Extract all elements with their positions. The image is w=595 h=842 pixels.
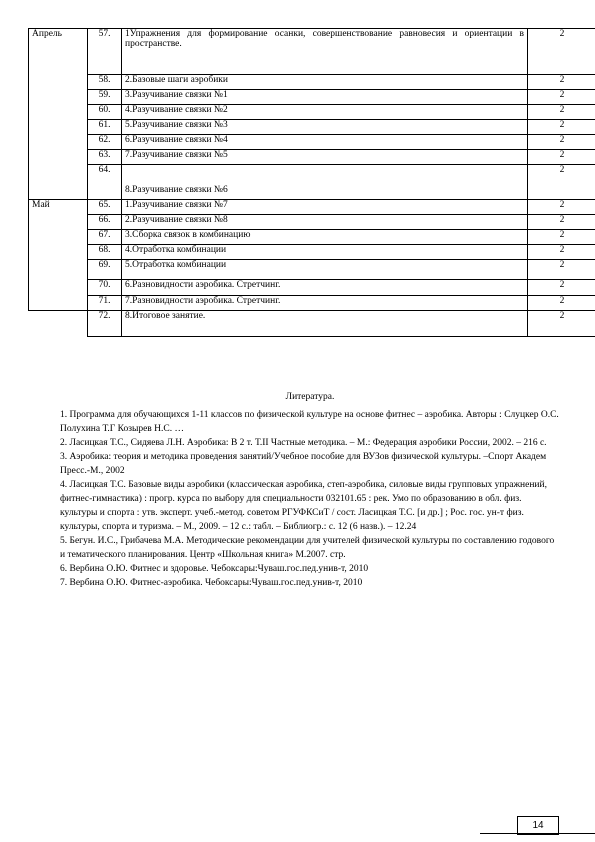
- lesson-hours: 2: [528, 29, 595, 75]
- lesson-hours: 2: [528, 260, 595, 280]
- literature-section: [60, 390, 560, 590]
- lesson-topic: 8.Разучивание связки №6: [122, 165, 528, 200]
- lesson-number: 57.: [88, 29, 122, 75]
- table-row: [29, 75, 595, 90]
- table-row: [29, 150, 595, 165]
- table-row: [29, 215, 595, 230]
- lesson-topic: 6.Разучивание связки №4: [122, 135, 528, 150]
- table-row: [29, 230, 595, 245]
- literature-item: 3. Аэробика: теория и методика проведения занятий/Учебное пособие для ВУЗов физической культуры. –Спорт Академ Пресс.-М., 2002: [60, 452, 547, 476]
- literature-title: Литература.: [285, 392, 335, 402]
- lesson-topic: 2.Разучивание связки №8: [122, 215, 528, 230]
- literature-item: 5. Бегун. И.С., Грибачева М.А. Методические рекомендации для учителей физической культуры по составлению годового и тематического планирования. Центр «Школьная книга» М.2007. стр.: [60, 536, 555, 560]
- lesson-number: 62.: [88, 135, 122, 150]
- table-row: [29, 105, 595, 120]
- literature-item: 6. Вербина О.Ю. Фитнес и здоровье. Чебоксары:Чуваш.гос.пед.унив-т, 2010: [60, 564, 369, 574]
- lesson-number: 70.: [88, 280, 122, 296]
- lesson-number: 63.: [88, 150, 122, 165]
- lesson-hours: 2: [528, 296, 595, 311]
- lesson-number: 68.: [88, 245, 122, 260]
- lesson-hours: 2: [528, 311, 595, 337]
- lesson-topic: 3.Разучивание связки №1: [122, 90, 528, 105]
- lesson-plan-body: [29, 29, 595, 337]
- table-row: [29, 311, 595, 337]
- table-row: [29, 120, 595, 135]
- footer-rule: [480, 833, 595, 834]
- lesson-topic: 7.Разновидности аэробика. Стретчинг.: [122, 296, 528, 311]
- lesson-topic: 5.Отработка комбинации: [122, 260, 528, 280]
- table-row: [29, 280, 595, 296]
- lesson-hours: 2: [528, 90, 595, 105]
- lesson-number: 58.: [88, 75, 122, 90]
- literature-item: 4. Ласицкая Т.С. Базовые виды аэробики (классическая аэробика, степ-аэробика, силовые виды групповых упражнений, фитнес-гимнастика) : прогр. курса по выбору для специальности 032101.65 : рек. Умо по образованию в обл. физ. культуры и спорта : утв. эксперт. учеб.-метод. советом РГУФКСиТ / сост. Ласицкая Т.С. [и др.] ; Рос. гос. ун-т физ. культуры, спорта и туризма. – М., 2009. – 12 с.: табл. – Библиогр.: с. 12 (6 назв.). – 12.24: [60, 480, 547, 532]
- lesson-number: 72.: [88, 311, 122, 337]
- lesson-hours: 2: [528, 75, 595, 90]
- lesson-topic: 3.Сборка связок в комбинацию: [122, 230, 528, 245]
- lesson-number: 59.: [88, 90, 122, 105]
- lesson-hours: 2: [528, 215, 595, 230]
- lesson-topic: 6.Разновидности аэробика. Стретчинг.: [122, 280, 528, 296]
- lesson-number: 67.: [88, 230, 122, 245]
- lesson-hours: 2: [528, 150, 595, 165]
- month-cell-empty: [29, 311, 88, 337]
- lesson-number: 61.: [88, 120, 122, 135]
- lesson-hours: 2: [528, 105, 595, 120]
- lesson-topic: 5.Разучивание связки №3: [122, 120, 528, 135]
- month-cell: Апрель: [29, 29, 88, 200]
- table-row: [29, 200, 595, 215]
- lesson-number: 71.: [88, 296, 122, 311]
- page-number: 14: [517, 816, 559, 835]
- lesson-topic: 4.Отработка комбинации: [122, 245, 528, 260]
- literature-item: 1. Программа для обучающихся 1-11 классов по физической культуре на основе фитнес – аэробика. Авторы : Слуцкер О.С. Полухина Т.Г Козырев Н.С. …: [60, 410, 559, 434]
- lesson-number: 64.: [88, 165, 122, 200]
- lesson-hours: 2: [528, 120, 595, 135]
- table-row: [29, 90, 595, 105]
- lesson-topic: 1Упражнения для формирование осанки, совершенствование равновесия и ориентации в пространстве.: [122, 29, 528, 75]
- table-row: [29, 29, 595, 75]
- lesson-topic: 7.Разучивание связки №5: [122, 150, 528, 165]
- lesson-number: 69.: [88, 260, 122, 280]
- lesson-number: 60.: [88, 105, 122, 120]
- lesson-hours: 2: [528, 280, 595, 296]
- lesson-hours: 2: [528, 165, 595, 200]
- page-footer: [480, 816, 595, 842]
- literature-item: 7. Вербина О.Ю. Фитнес-аэробика. Чебоксары:Чуваш.гос.пед.унив-т, 2010: [60, 578, 363, 588]
- lesson-topic: 8.Итоговое занятие.: [122, 311, 528, 337]
- table-row: [29, 260, 595, 280]
- literature-item: 2. Ласицкая Т.С., Сидяева Л.Н. Аэробика: В 2 т. Т.II Частные методика. – М.: Федерация аэробики России, 2002. – 216 с.: [60, 438, 547, 448]
- lesson-number: 65.: [88, 200, 122, 215]
- table-row: [29, 135, 595, 150]
- lesson-topic: 1.Разучивание связки №7: [122, 200, 528, 215]
- lesson-hours: 2: [528, 200, 595, 215]
- lesson-plan-table: [28, 28, 595, 337]
- lesson-hours: 2: [528, 245, 595, 260]
- table-row: [29, 296, 595, 311]
- lesson-hours: 2: [528, 135, 595, 150]
- month-cell: Май: [29, 200, 88, 311]
- lesson-hours: 2: [528, 230, 595, 245]
- lesson-topic: 2.Базовые шаги аэробики: [122, 75, 528, 90]
- table-row: [29, 245, 595, 260]
- lesson-topic: 4.Разучивание связки №2: [122, 105, 528, 120]
- table-row: [29, 165, 595, 200]
- lesson-number: 66.: [88, 215, 122, 230]
